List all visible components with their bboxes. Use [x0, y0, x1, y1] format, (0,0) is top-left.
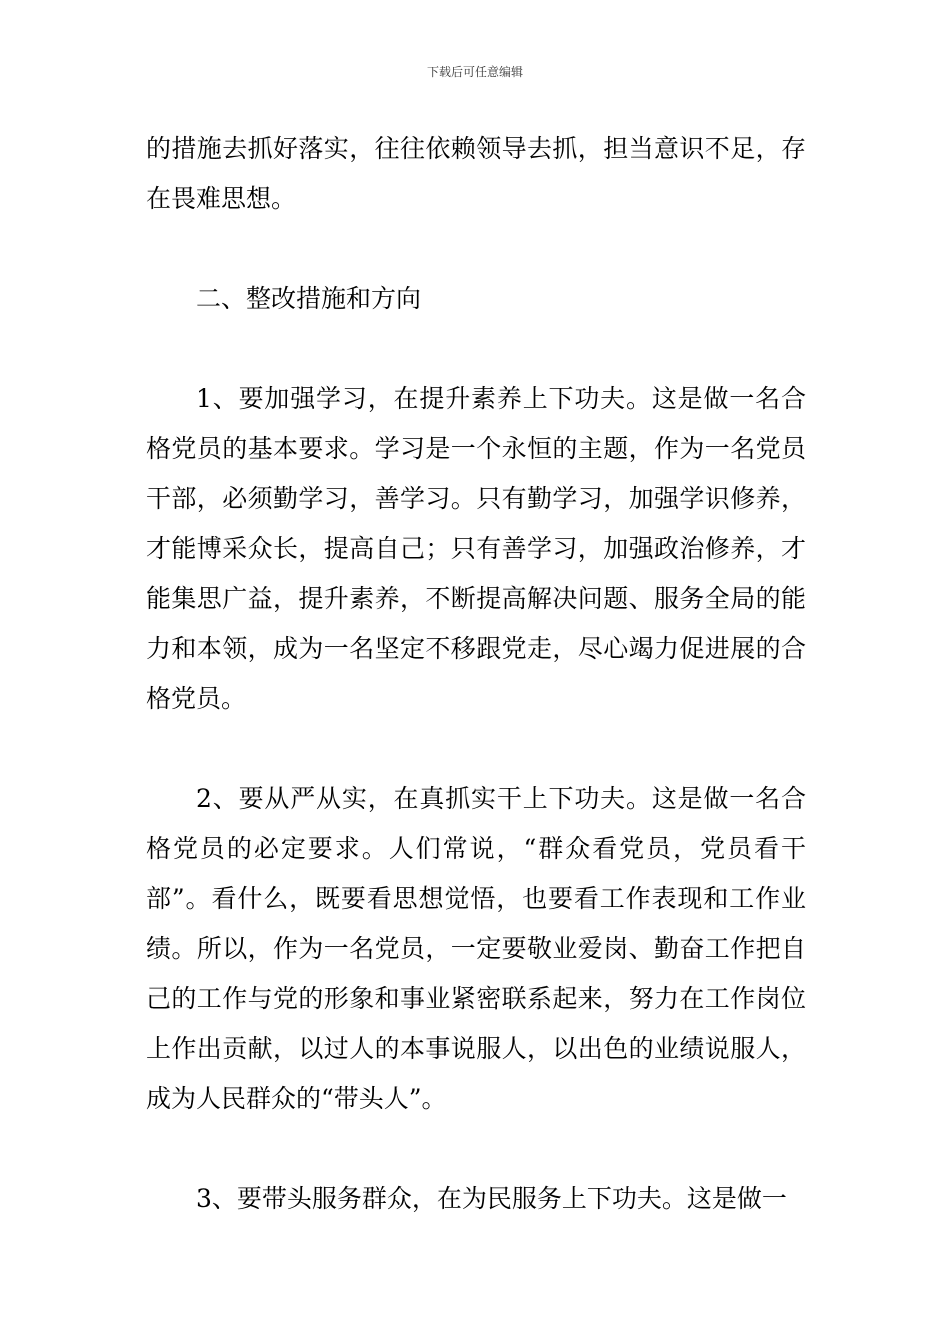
paragraph-gap — [146, 224, 806, 274]
paragraph-item-1: 1、要加强学习，在提升素养上下功夫。这是做一名合格党员的基本要求。学习是一个永恒的主题，作为一名党员干部，必须勤学习，善学习。只有勤学习，加强学识修养，才能博采众长，提高自己；只有善学习，加强政治修养，才能集思广益，提升素养，不断提高解决问题、服务全局的能力和本领，成为一名坚定不移跟党走，尽心竭力促进展的合格党员。 — [146, 384, 806, 713]
paragraph-gap — [146, 1124, 806, 1174]
paragraph-continuation: 的措施去抓好落实，往往依赖领导去抓，担当意识不足，存在畏难思想。 — [146, 134, 806, 213]
section-heading: 二、整改措施和方向 — [196, 284, 422, 313]
page-header-note: 下载后可任意编辑 — [426, 65, 523, 79]
paragraph-item-3: 3、要带头服务群众，在为民服务上下功夫。这是做一 — [196, 1184, 787, 1213]
paragraph-item-2: 2、要从严从实，在真抓实干上下功夫。这是做一名合格党员的必定要求。人们常说，“群众看党员，党员看干部”。看什么，既要看思想觉悟，也要看工作表现和工作业绩。所以，作为一名党员，一定要敬业爱岗、勤奋工作把自己的工作与党的形象和事业紧密联系起来，努力在工作岗位上作出贡献，以过人的本事说服人，以出色的业绩说服人，成为人民群众的“带头人”。 — [146, 784, 806, 1113]
document-body — [146, 124, 806, 1224]
paragraph-gap — [146, 324, 806, 374]
paragraph-gap — [146, 724, 806, 774]
